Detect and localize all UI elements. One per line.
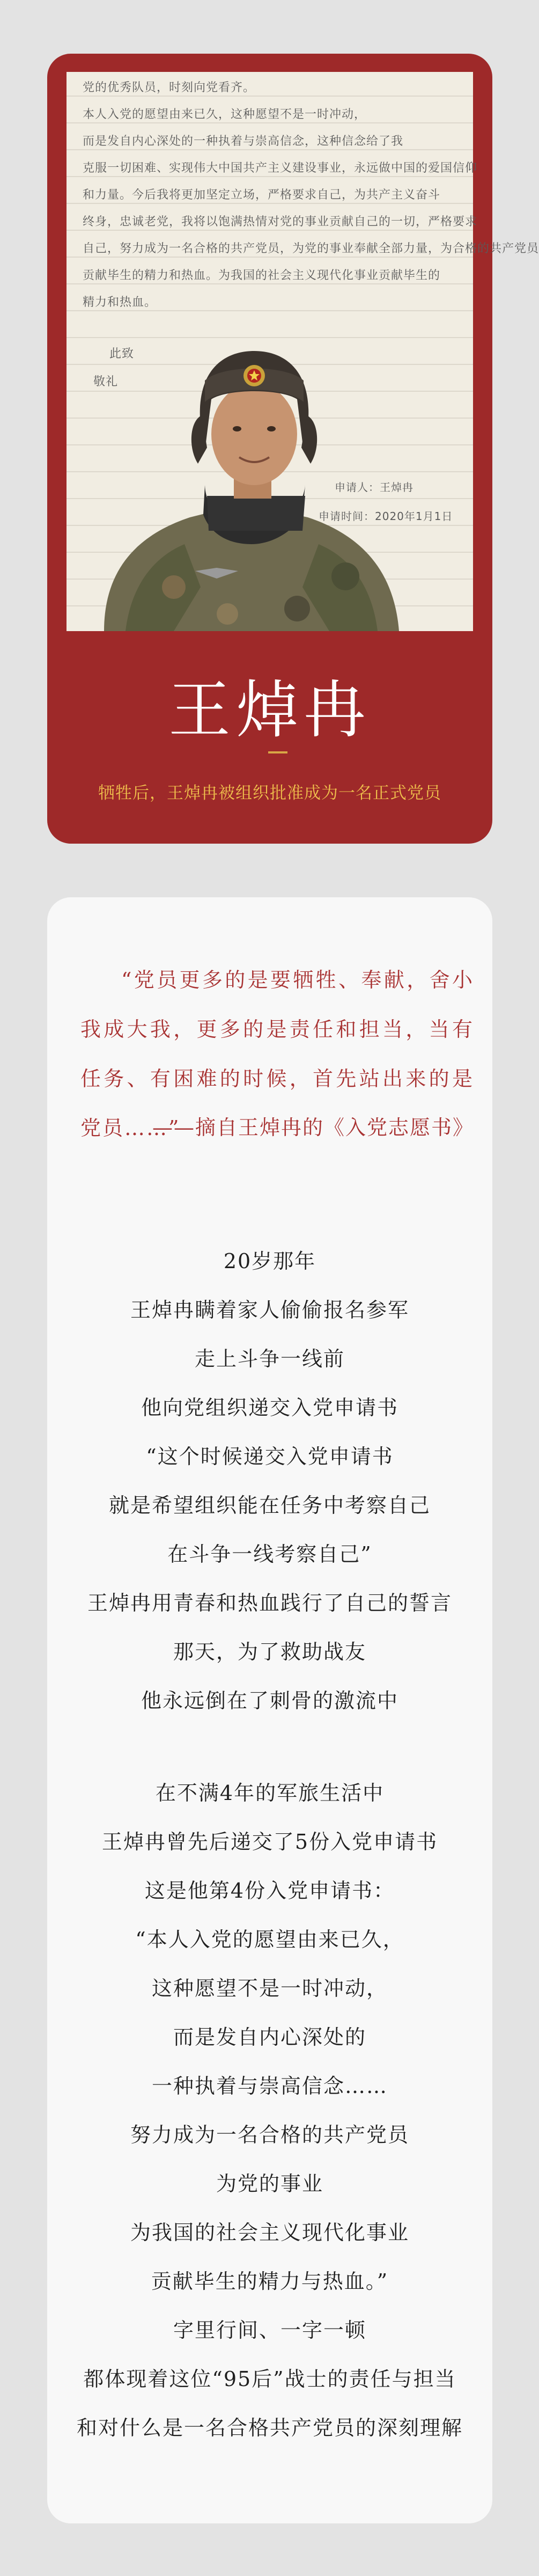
body-line: 王焯冉用青春和热血践行了自己的誓言 — [87, 1591, 452, 1615]
pull-quote: “党员更多的是要牺牲、奉献，舍小我成大我，更多的是责任和担当，当有任务、有困难的时候，首先站出来的是党员……” — [80, 968, 474, 1140]
body-line: “本人入党的愿望由来已久， — [135, 1928, 404, 1951]
letter-line: 本人入党的愿望由来已久，这种愿望不是一时冲动， — [83, 108, 367, 121]
body-line: 他向党组织递交入党申请书 — [141, 1396, 398, 1419]
letter-signature: 申请人：王焯冉 — [335, 481, 414, 494]
stanza-gap — [47, 1725, 492, 1769]
letter-line: 而是发自内心深处的一种执着与崇高信念，这种信念给了我 — [83, 135, 404, 148]
body-line: 为我国的社会主义现代化事业 — [130, 2221, 409, 2244]
letter-line: 自己，努力成为一名合格的共产党员，为党的事业奉献全部力量，为合格的共产党员 — [83, 242, 539, 255]
name-underline — [268, 751, 287, 753]
letter-photo — [67, 72, 539, 631]
body-line: 这是他第4份入党申请书： — [144, 1879, 395, 1902]
body-line: 和对什么是一名合格共产党员的深刻理解 — [76, 2416, 463, 2440]
letter-line: 此致 — [109, 347, 135, 361]
letter-line: 精力和热血。 — [83, 296, 157, 309]
letter-line: 和力量。今后我将更加坚定立场，严格要求自己，为共产主义奋斗 — [83, 188, 441, 202]
body-line: 在斗争一线考察自己” — [167, 1542, 372, 1566]
body-line: 走上斗争一线前 — [194, 1347, 345, 1371]
body-line: 那天，为了救助战友 — [173, 1640, 366, 1664]
body-line: 王焯冉曾先后递交了5份入党申请书 — [101, 1830, 438, 1854]
letter-date: 申请时间：2020年1月1日 — [319, 510, 453, 523]
letter-line: 克服一切困难、实现伟大中国共产主义建设事业，永远做中国的爱国信仰 — [83, 162, 478, 175]
article-body — [47, 1237, 492, 2453]
body-line: 为党的事业 — [216, 2172, 323, 2196]
body-line: 20岁那年 — [223, 1249, 316, 1273]
body-line: 贡献毕生的精力与热血。” — [151, 2270, 389, 2293]
soldier-portrait — [67, 72, 539, 631]
hero-name: 王焯冉 — [168, 674, 371, 747]
body-line: 字里行间、一字一顿 — [173, 2318, 366, 2342]
body-line: 他永远倒在了刺骨的激流中 — [141, 1689, 398, 1713]
body-line: 就是希望组织能在任务中考察自己 — [108, 1494, 431, 1517]
letter-line: 党的优秀队员，时刻向党看齐。 — [83, 81, 256, 94]
body-line: 努力成为一名合格的共产党员 — [130, 2123, 409, 2147]
hero-subtitle: 牺牲后，王焯冉被组织批准成为一名正式党员 — [98, 784, 441, 803]
body-line: 而是发自内心深处的 — [173, 2025, 366, 2049]
body-line: 在不满4年的军旅生活中 — [155, 1781, 385, 1805]
quote-source: ——摘自王焯冉的《入党志愿书》 — [152, 1116, 474, 1139]
body-line: 都体现着这位“95后”战士的责任与担当 — [83, 2367, 456, 2391]
letter-line: 敬礼 — [93, 375, 119, 389]
letter-line: 贡献毕生的精力和热血。为我国的社会主义现代化事业贡献毕生的 — [83, 269, 441, 282]
body-line: 一种执着与崇高信念…… — [151, 2074, 388, 2098]
body-line: “这个时候递交入党申请书 — [146, 1445, 394, 1468]
letter-line: 终身，忠诚老党，我将以饱满热情对党的事业贡献自己的一切，严格要求 — [83, 215, 478, 229]
body-line: 这种愿望不是一时冲动， — [151, 1977, 388, 2000]
body-line: 王焯冉瞒着家人偷偷报名参军 — [130, 1298, 409, 1322]
